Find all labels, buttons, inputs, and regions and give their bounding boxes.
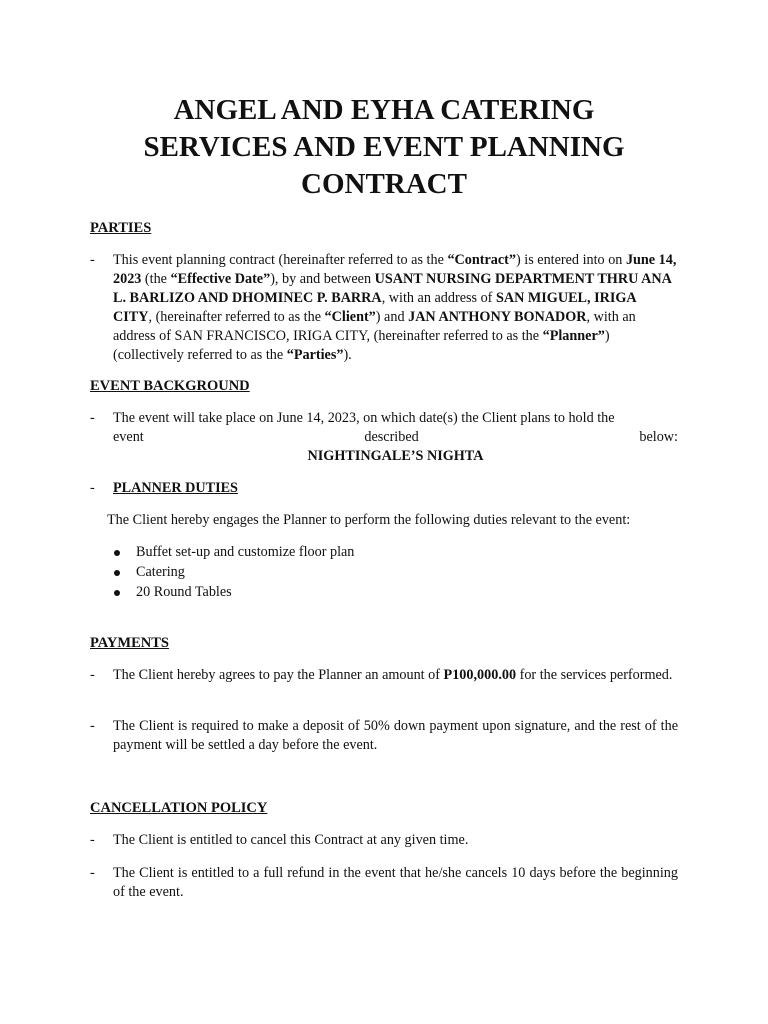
dash-marker: - [90,865,95,881]
parties-text: This event planning contract (hereinafter referred to as the “Contract”) is entered into on June 14, 2023 (the “Effective Date”), by and between USANT NURSING DEPARTMENT THRU ANA L. BARLIZO AND DHOMINEC P. BARRA, with an address of SAN MIGUEL, IRIGA CITY, (hereinafter referred to as the “Client”) and JAN ANTHONY BONADOR, with an address of SAN FRANCISCO, IRIGA CITY, (hereinafter referred to as the “Planner”) (collectively referred to as the “Parties”). [113,252,677,363]
duties-list [114,543,354,603]
title-line-1: ANGEL AND EYHA CATERING [173,94,595,126]
cancellation-clause-1: - The Client is entitled to cancel this Contract at any given time. [90,832,469,848]
parties-clause [90,251,678,365]
planner-duties-intro: The Client hereby engages the Planner to perform the following duties relevant to the event: [107,512,631,528]
planner-duties-heading: PLANNER DUTIES [113,480,238,496]
bullet-icon [114,570,120,576]
event-line-1: The event will take place on June 14, 2023, on which date(s) the Client plans to hold the [113,410,615,426]
bullet-icon [114,590,120,596]
payments-heading: PAYMENTS [90,635,169,651]
list-item: 20 Round Tables [114,583,354,603]
dash-marker: - [90,667,95,683]
dash-marker: - [90,252,95,268]
list-item: Catering [114,563,354,583]
title-line-2: SERVICES AND EVENT PLANNING [143,131,625,163]
planner-duties-heading-row [90,479,678,498]
title-line-3: CONTRACT [301,168,467,200]
dash-marker: - [90,832,95,848]
payment-clause-2: - The Client is required to make a deposit of 50% down payment upon signature, and the rest of the payment will be settled a day before the event. [90,718,678,753]
event-background-heading: EVENT BACKGROUND [90,378,250,394]
dash-marker: - [90,718,95,734]
parties-heading: PARTIES [90,220,152,236]
cancellation-heading: CANCELLATION POLICY [90,800,268,816]
event-name: NIGHTINGALE’S NIGHTA [307,448,484,464]
bullet-icon [114,550,120,556]
list-item: Buffet set-up and customize floor plan [114,543,354,563]
cancellation-clause-2: - The Client is entitled to a full refund in the event that he/she cancels 10 days before the beginning of the event. [90,865,678,900]
event-background-clause [90,409,678,466]
event-line-2: event described below: [113,429,678,445]
payment-clause-1: - The Client hereby agrees to pay the Planner an amount of P100,000.00 for the services performed. [90,667,673,683]
dash-marker: - [90,480,95,496]
dash-marker: - [90,410,95,426]
contract-title [80,92,688,203]
